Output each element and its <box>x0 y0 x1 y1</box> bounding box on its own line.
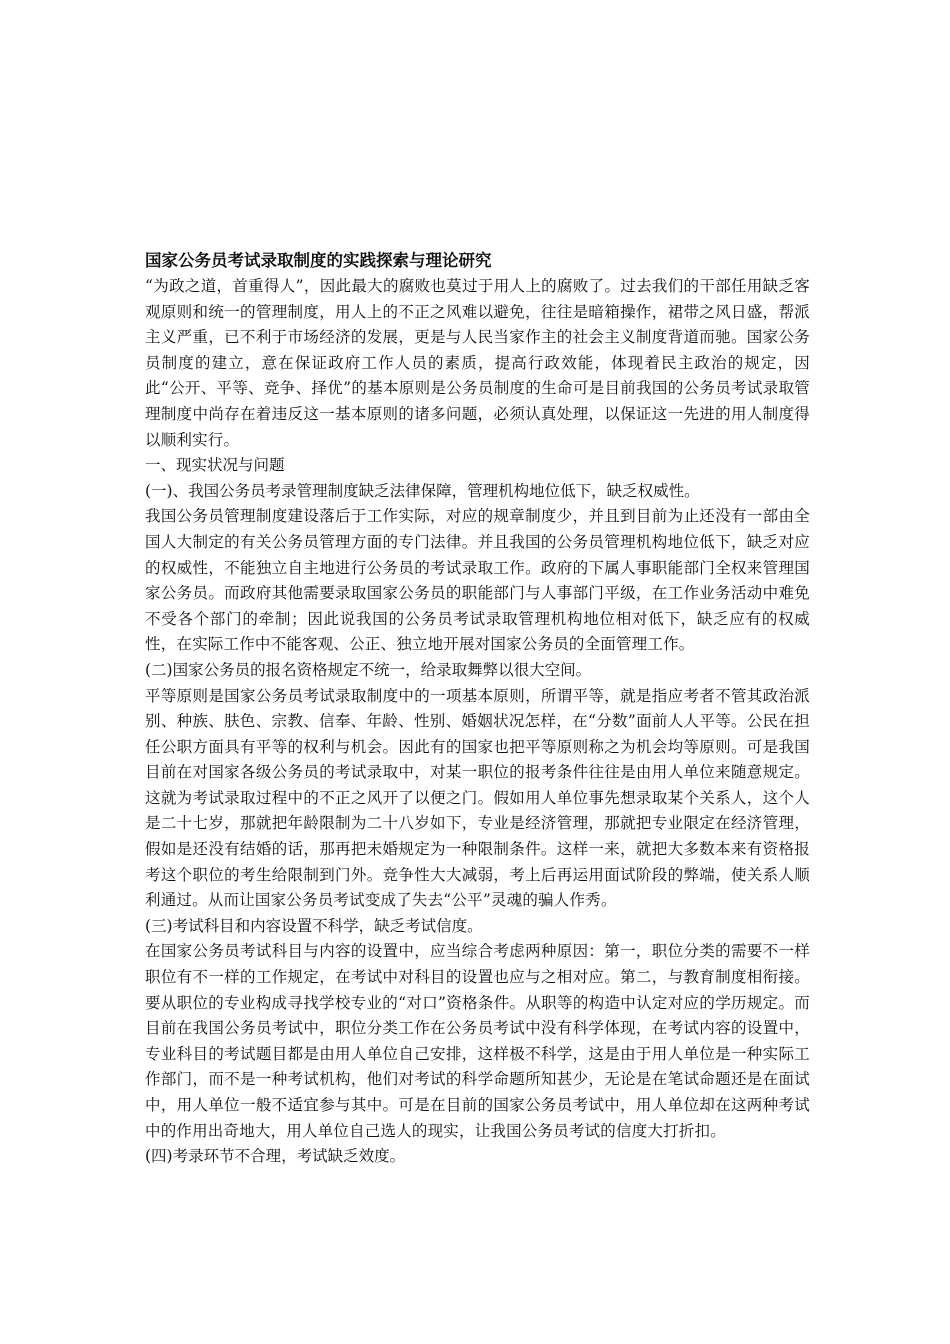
subheading-4: (四)考录环节不合理，考试缺乏效度。 <box>145 1147 406 1166</box>
paragraph-3: 在国家公务员考试科目与内容的设置中，应当综合考虑两种原因：第一，职位分类的需要不一样职位有不一样的工作规定，在考试中对科目的设置也应与之相对应。第二，与教育制度相衔接。要从职位的专业构成寻找学校专业的“对口”资格条件。从职等的构造中认定对应的学历规定。而目前在我国公务员考试中，职位分类工作在公务员考试中没有科学体现，在考试内容的设置中，专业科目的考试题目都是由用人单位自己安排，这样极不科学，这是由于用人单位是一种实际工作部门，而不是一种考试机构，他们对考试的科学命题所知甚少，无论是在笔试命题还是在面试中，用人单位一般不适宜参与其中。可是在目前的国家公务员考试中，用人单位却在这两种考试中的作用出奇地大，用人单位自己选人的现实，让我国公务员考试的信度大打折扣。 <box>145 942 810 1140</box>
paragraph-1: 我国公务员管理制度建设落后于工作实际，对应的规章制度少，并且到目前为止还没有一部由全国人大制定的有关公务员管理方面的专门法律。并且我国的公务员管理机构地位低下，缺乏对应的权威性，不能独立自主地进行公务员的考试录取工作。政府的下属人事职能部门全权来管理国家公务员。而政府其他需要录取国家公务员的职能部门与人事部门平级，在工作业务活动中难免不受各个部门的牵制；因此说我国的公务员考试录取管理机构地位相对低下，缺乏应有的权威性，在实际工作中不能客观、公正、独立地开展对国家公务员的全面管理工作。 <box>145 507 810 654</box>
document-page <box>145 248 810 1170</box>
intro-paragraph: “为政之道，首重得人”，因此最大的腐败也莫过于用人上的腐败了。过去我们的干部任用缺乏客观原则和统一的管理制度，用人上的不正之风难以避免，往往是暗箱操作，裙带之风日盛，帮派主义严重，已不利于市场经济的发展，更是与人民当家作主的社会主义制度背道而驰。国家公务员制度的建立，意在保证政府工作人员的素质，提高行政效能，体现着民主政治的规定，因此“公开、平等、竞争、择优”的基本原则是公务员制度的生命可是目前我国的公务员考试录取管理制度中尚存在着违反这一基本原则的诸多问题，必须认真处理，以保证这一先进的用人制度得以顺利实行。 <box>145 277 810 449</box>
section-heading-status-and-problems: 一、现实状况与问题 <box>145 456 285 475</box>
subheading-3: (三)考试科目和内容设置不科学，缺乏考试信度。 <box>145 916 483 935</box>
subheading-2: (二)国家公务员的报名资格规定不统一，给录取舞弊以很大空间。 <box>145 660 592 679</box>
document-title: 国家公务员考试录取制度的实践探索与理论研究 <box>145 251 492 270</box>
paragraph-2: 平等原则是国家公务员考试录取制度中的一项基本原则，所谓平等，就是指应考者不管其政治派别、种族、肤色、宗教、信奉、年龄、性别、婚姻状况怎样，在“分数”面前人人平等。公民在担任公职方面具有平等的权利与机会。因此有的国家也把平等原则称之为机会均等原则。可是我国目前在对国家各级公务员的考试录取中，对某一职位的报考条件往往是由用人单位来随意规定。这就为考试录取过程中的不正之风开了以便之门。假如用人单位事先想录取某个关系人，这个人是二十七岁，那就把年龄限制为二十八岁如下，专业是经济管理，那就把专业限定在经济管理，假如是还没有结婚的话，那再把未婚规定为一种限制条件。这样一来，就把大多数本来有资格报考这个职位的考生给限制到门外。竞争性大大减弱，考上后再运用面试阶段的弊端，使关系人顺利通过。从而让国家公务员考试变成了失去“公平”灵魂的骗人作秀。 <box>145 686 810 910</box>
subheading-1: (一)、我国公务员考录管理制度缺乏法律保障，管理机构地位低下，缺乏权威性。 <box>145 481 700 500</box>
